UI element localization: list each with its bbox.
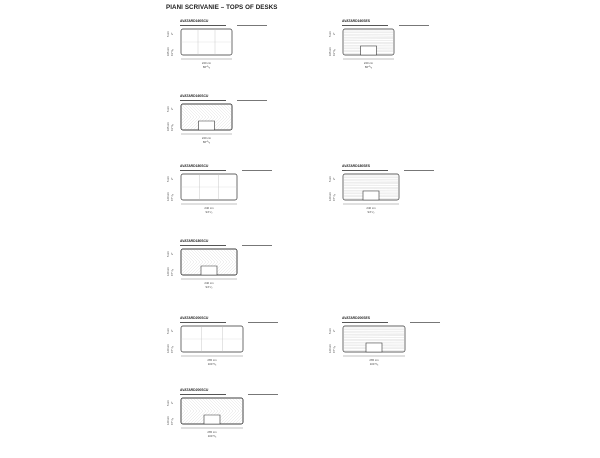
depth-in: 41"³/₈ [171,49,174,56]
depth-cm: 120 cm [167,267,170,276]
product-code: AVATARD160SCU [180,94,208,98]
width-in: 94"¹/₂ [342,210,400,214]
header-rule [180,170,226,171]
depth-cm: 120 cm [167,416,170,425]
depth-in: 47"¹/₄ [171,269,174,276]
desk-top-drawing [180,325,244,361]
depth-cm: 120 cm [167,344,170,353]
vertical-dimensions [328,324,338,370]
desk-top-drawing [180,397,244,433]
desk-top-drawing [180,103,233,139]
leg-cutout [201,266,217,275]
width-in: 86"⁵/₈ [180,65,233,69]
depth-in: 41"³/₈ [171,124,174,131]
vertical-dimensions [166,324,176,370]
thickness-cm: 5 cm [329,176,332,182]
depth-in: 41"³/₈ [333,49,336,56]
vertical-dimensions [166,247,176,293]
width-in: 104"³/₈ [342,362,406,366]
width-cm: 240 cm [342,206,400,210]
thickness-in: 2" [333,178,336,180]
product-code: AVATARD200SCU [180,388,208,392]
thickness-cm: 5 cm [167,31,170,37]
vertical-dimensions [166,27,176,73]
vertical-dimensions [328,27,338,73]
vertical-dimensions [328,172,338,218]
desk-top-item [166,164,276,234]
desk-top-item [328,316,438,386]
width-cm: 240 cm [180,281,238,285]
leg-cutout [363,191,379,200]
header-rule [180,322,226,323]
thickness-in: 2" [333,33,336,35]
desk-top-item [328,19,438,89]
header-rule-short [410,322,440,323]
depth-cm: 105 cm [329,47,332,56]
desk-top-item [166,388,276,458]
depth-cm: 120 cm [167,192,170,201]
width-in: 104"³/₈ [180,362,244,366]
header-rule [342,25,388,26]
width-cm: 265 cm [180,430,244,434]
thickness-in: 2" [171,33,174,35]
header-rule [180,25,226,26]
depth-in: 47"¹/₄ [171,346,174,353]
desk-top-drawing [342,28,395,64]
desk-top-drawing [342,325,406,361]
thickness-cm: 5 cm [167,400,170,406]
desk-top-item [166,316,276,386]
thickness-in: 2" [171,178,174,180]
thickness-cm: 5 cm [329,31,332,37]
header-rule [342,170,388,171]
desk-top-drawing [180,173,238,209]
thickness-in: 2" [171,330,174,332]
vertical-dimensions [166,172,176,218]
thickness-in: 2" [333,330,336,332]
thickness-cm: 5 cm [167,176,170,182]
leg-cutout [199,121,215,130]
leg-cutout [366,343,382,352]
depth-in: 47"¹/₄ [171,418,174,425]
product-code: AVATARD200SCU [180,316,208,320]
depth-cm: 105 cm [167,47,170,56]
desk-top-item [328,164,438,234]
header-rule-short [404,170,434,171]
width-in: 86"⁵/₈ [342,65,395,69]
leg-cutout [204,415,220,424]
header-rule-short [242,170,272,171]
thickness-in: 2" [171,108,174,110]
header-rule [180,100,226,101]
desk-top-drawing [180,28,233,64]
depth-in: 47"¹/₄ [333,346,336,353]
product-code: AVATARD200SES [342,316,370,320]
width-cm: 265 cm [180,358,244,362]
desk-top-item [166,94,276,164]
width-cm: 220 cm [342,61,395,65]
thickness-in: 2" [171,253,174,255]
depth-in: 47"¹/₄ [333,194,336,201]
header-rule-short [248,322,278,323]
thickness-cm: 5 cm [167,106,170,112]
desk-top-item [166,239,276,309]
depth-cm: 120 cm [329,192,332,201]
width-cm: 220 cm [180,136,233,140]
desk-top-item [166,19,276,89]
depth-in: 47"¹/₄ [171,194,174,201]
thickness-cm: 5 cm [329,328,332,334]
width-cm: 240 cm [180,206,238,210]
header-rule-short [237,25,267,26]
product-code: AVATARD160SES [342,19,370,23]
product-code: AVATARD160SCU [180,19,208,23]
thickness-cm: 5 cm [167,328,170,334]
header-rule-short [248,394,278,395]
desk-top-drawing [180,248,238,284]
width-in: 104"³/₈ [180,434,244,438]
product-code: AVATARD180SES [342,164,370,168]
width-cm: 265 cm [342,358,406,362]
thickness-in: 2" [171,402,174,404]
depth-cm: 120 cm [329,344,332,353]
header-rule-short [237,100,267,101]
header-rule-short [399,25,429,26]
page-title: PIANI SCRIVANIE – TOPS OF DESKS [166,4,278,11]
width-in: 86"⁵/₈ [180,140,233,144]
header-rule-short [242,245,272,246]
width-in: 94"¹/₂ [180,210,238,214]
desk-top-drawing [342,173,400,209]
leg-cutout [361,46,377,55]
width-cm: 220 cm [180,61,233,65]
thickness-cm: 5 cm [167,251,170,257]
vertical-dimensions [166,396,176,442]
vertical-dimensions [166,102,176,148]
header-rule [180,394,226,395]
header-rule [342,322,388,323]
width-in: 94"¹/₂ [180,285,238,289]
product-code: AVATARD180SCU [180,239,208,243]
product-code: AVATARD180SCU [180,164,208,168]
depth-cm: 105 cm [167,122,170,131]
header-rule [180,245,226,246]
